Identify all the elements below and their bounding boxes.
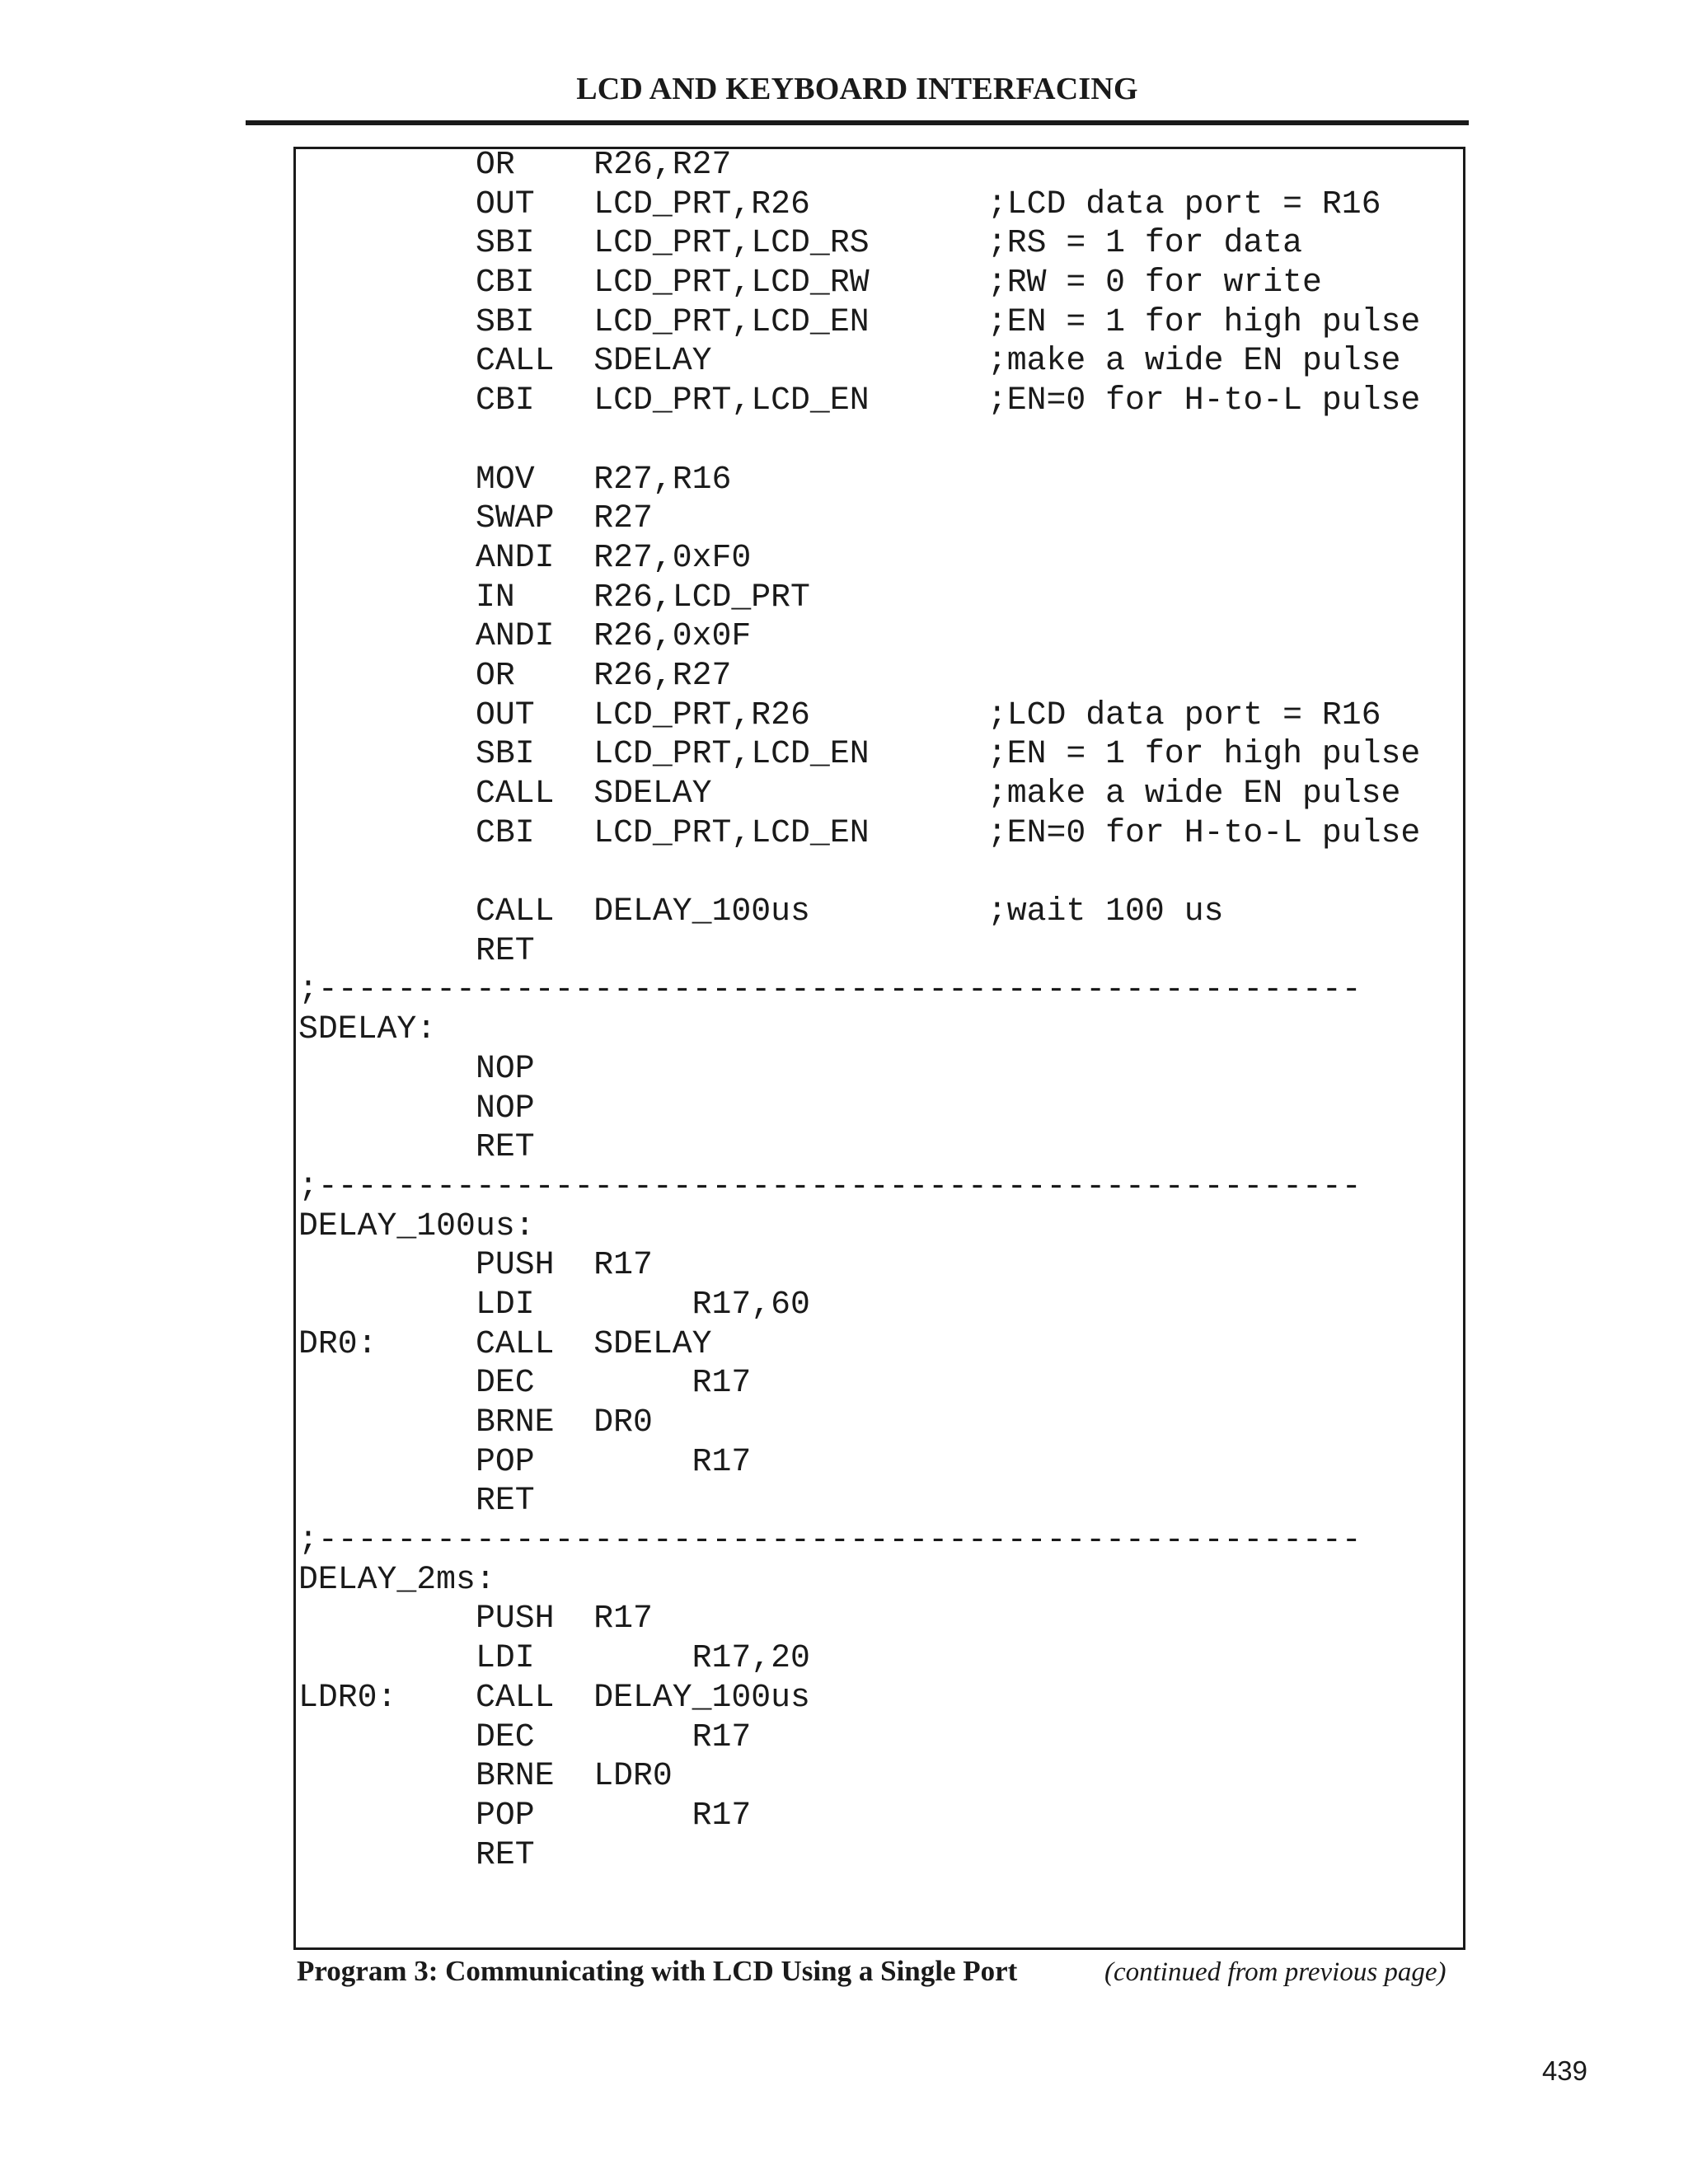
code-line — [298, 852, 1420, 892]
code-line: POP R17 — [298, 1796, 752, 1834]
code-line: POP R17 — [298, 1442, 752, 1480]
code-line: IN R26,LCD_PRT — [298, 578, 810, 616]
code-line: DEC R17 — [298, 1718, 752, 1755]
code-line: LDR0: CALL DELAY_100us — [298, 1678, 810, 1716]
code-line: PUSH R17 — [298, 1246, 653, 1284]
code-line: MOV R27,R16 — [298, 460, 732, 498]
code-line: CALL DELAY_100us ;wait 100 us — [298, 893, 1224, 930]
code-line: CALL SDELAY ;make a wide EN pulse — [298, 342, 1401, 380]
code-line: ;----------------------------------------------------- — [298, 1521, 1362, 1559]
code-line: RET — [298, 1128, 535, 1166]
code-line: DELAY_2ms: — [298, 1560, 495, 1598]
code-line: LDI R17,60 — [298, 1285, 810, 1323]
code-line: SBI LCD_PRT,LCD_EN ;EN = 1 for high pulse — [298, 302, 1421, 340]
program-caption: Program 3: Communicating with LCD Using a Single Port — [297, 1955, 1018, 1987]
code-line: OR R26,R27 — [298, 656, 732, 694]
code-line: OR R26,R27 — [298, 146, 732, 183]
code-line: CBI LCD_PRT,LCD_RW ;RW = 0 for write — [298, 264, 1322, 302]
code-line: CBI LCD_PRT,LCD_EN ;EN=0 for H-to-L pulse — [298, 382, 1421, 419]
continuation-note: (continued from previous page) — [1104, 1957, 1447, 1987]
code-line: DEC R17 — [298, 1364, 752, 1402]
code-line: NOP — [298, 1049, 535, 1087]
code-line: ;----------------------------------------------------- — [298, 971, 1362, 1009]
page-number: 439 — [1541, 2055, 1587, 2086]
code-line: CALL SDELAY ;make a wide EN pulse — [298, 775, 1401, 812]
code-line: LDI R17,20 — [298, 1639, 810, 1677]
code-line: PUSH R17 — [298, 1600, 653, 1638]
running-header: LCD AND KEYBOARD INTERFACING — [576, 72, 1138, 106]
code-line: ;----------------------------------------------------- — [298, 1167, 1362, 1205]
code-line: SBI LCD_PRT,LCD_EN ;EN = 1 for high pulse — [298, 735, 1421, 773]
code-line: DR0: CALL SDELAY — [298, 1324, 712, 1362]
code-listing — [298, 145, 1420, 1874]
code-line: BRNE DR0 — [298, 1404, 653, 1441]
code-line: OUT LCD_PRT,R26 ;LCD data port = R16 — [298, 185, 1381, 223]
code-line: OUT LCD_PRT,R26 ;LCD data port = R16 — [298, 696, 1381, 733]
code-line: DELAY_100us: — [298, 1207, 535, 1244]
code-line: CBI LCD_PRT,LCD_EN ;EN=0 for H-to-L pulse — [298, 813, 1421, 851]
code-line: BRNE LDR0 — [298, 1757, 673, 1795]
code-line: SDELAY: — [298, 1010, 437, 1048]
code-line: SBI LCD_PRT,LCD_RS ;RS = 1 for data — [298, 224, 1302, 262]
code-line — [298, 420, 1420, 460]
code-line: ANDI R26,0x0F — [298, 617, 752, 655]
code-line: RET — [298, 1482, 535, 1520]
code-line: ANDI R27,0xF0 — [298, 538, 752, 576]
header-rule — [246, 120, 1469, 125]
code-line: RET — [298, 1835, 535, 1873]
code-line: NOP — [298, 1089, 535, 1127]
code-line: RET — [298, 931, 535, 969]
code-line: SWAP R27 — [298, 499, 653, 537]
